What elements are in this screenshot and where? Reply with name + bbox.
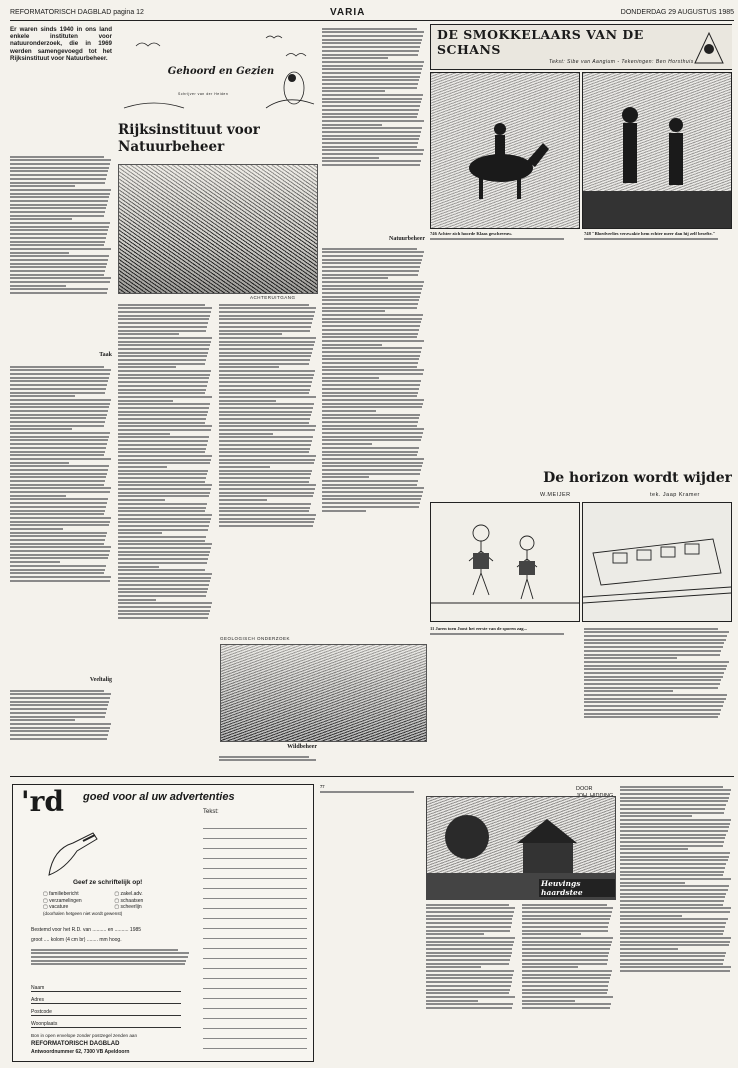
ad-bullet-3: ▢ vacature — [43, 904, 69, 910]
ad-bullet-note: (doorhalen hetgeen niet wordt gewenst) — [43, 910, 123, 916]
rin-column-2 — [118, 302, 213, 768]
ad-bullet-4-label: zakel.adv. — [120, 891, 143, 897]
ad-field-naam[interactable] — [31, 985, 181, 992]
rin-column-4b — [322, 246, 425, 638]
body-text-lines — [584, 628, 730, 719]
ad-field-adres[interactable] — [31, 997, 181, 1004]
subhead-natuurbeheer: Natuurbeheer — [389, 236, 425, 242]
ad-field-postcode-label: Postcode — [31, 1009, 52, 1015]
rin-column-1b — [10, 364, 112, 684]
rin-wildbeheer-block — [219, 743, 317, 753]
smokkelaars-panel-left — [430, 72, 580, 229]
smokkelaars-strip — [430, 24, 732, 464]
ad-field-woonplaats[interactable] — [31, 1021, 181, 1028]
ad-field-naam-label: Naam — [31, 985, 45, 991]
ad-bullet-5: ▢ schaatsen — [114, 897, 144, 904]
ad-bullet-2: ▢ verzamelingen — [43, 897, 82, 904]
rin-taak-block — [10, 351, 112, 361]
ad-field-woonplaats-label: Woonplaats — [31, 1021, 58, 1027]
ad-text-lines — [203, 819, 307, 1055]
serial-title: Heuvings haardstee — [539, 879, 615, 897]
serial-column-1 — [320, 784, 422, 1060]
smokkelaars-text-left-body — [430, 238, 576, 240]
ad-field-postcode[interactable] — [31, 1009, 181, 1016]
ad-geef: Geef ze schriftelijk op! — [73, 879, 143, 886]
newspaper-page — [10, 6, 734, 1062]
smokkelaars-text-right-start: 748 "Bloedverlies verzwakte hem echter meer dan hij zelf besefte." — [584, 231, 716, 236]
rin-column-3b — [219, 754, 317, 768]
horizon-text-left — [430, 626, 576, 766]
section-divider — [10, 776, 734, 777]
ad-bullet-1: ▢ familiebericht — [43, 891, 79, 897]
body-text-lines — [426, 904, 516, 1009]
ad-text-label: Tekst: — [203, 809, 219, 815]
body-text-lines — [118, 304, 213, 619]
hand-pen-icon — [43, 829, 101, 881]
smokkelaars-text-right — [584, 231, 730, 461]
rin-intro-text: Er waren sinds 1940 in ons land enkele instituten voor natuuronderzoek, die in 1969 werden samengevoegd tot het Rijksinstituut voor Natuurbeheer. — [10, 26, 112, 62]
masthead — [10, 6, 734, 21]
photo-geologisch — [220, 644, 427, 742]
ad-bullet-5-label: schaatsen — [120, 897, 144, 904]
horizon-panel-right — [582, 502, 732, 622]
serial-number: 77 — [320, 784, 325, 789]
horizon-strip — [430, 468, 732, 768]
ad-bullet-1-label: familiebericht — [49, 891, 79, 897]
ad-address1: REFORMATORISCH DAGBLAD — [31, 1041, 120, 1047]
smugglers-header-icon — [689, 27, 729, 67]
ad-bullets — [43, 891, 193, 917]
serial-illustration — [426, 796, 616, 900]
smokkelaars-text-right-body — [584, 238, 730, 240]
body-text-lines — [10, 156, 112, 294]
rin-column-1c — [10, 688, 112, 768]
body-text-lines — [219, 304, 317, 527]
train-drawing — [583, 503, 731, 621]
children-drawing — [431, 503, 579, 621]
serial-author-line1: DOOR — [576, 786, 593, 792]
body-text-lines — [620, 786, 732, 972]
masthead-paper-page: REFORMATORISCH DAGBLAD pagina 12 — [10, 9, 144, 16]
body-text-lines — [322, 28, 425, 166]
horizon-panel-left — [430, 502, 580, 622]
subhead-wildbeheer: Wildbeheer — [287, 744, 317, 750]
photo-achteruitgang — [118, 164, 318, 294]
smokkelaars-byline: Tekst: Sibe van Aangium - Tekeningen: Ben Horsthuis — [549, 59, 694, 65]
rin-veeltalig-block — [10, 676, 112, 686]
ad-logo: 'rd — [21, 785, 64, 818]
horizon-text-left-body — [430, 633, 576, 635]
subhead-veeltalig: Veeltalig — [89, 677, 112, 683]
rin-intro — [10, 26, 112, 151]
photo2-caption: GEOLOGISCH ONDERZOEK — [220, 636, 291, 641]
ad-coupon — [12, 784, 314, 1062]
ad-bullet-6-label: scheerlijn — [120, 904, 142, 910]
ad-footer-note: Bon in open envelope zonder postzegel zenden aan — [31, 1033, 137, 1038]
ad-bullet-4: ▢ zakel.adv. — [114, 891, 143, 897]
body-text-lines — [31, 949, 191, 966]
body-text-lines — [10, 690, 112, 740]
ad-bullet-6: ▢ scheerlijn — [114, 904, 142, 910]
smokkelaars-text-left — [430, 231, 576, 461]
serial-column-4 — [620, 784, 732, 1060]
horizon-text-intro: 11 Jaren toen Joost het eerste van de sporen zag... — [430, 626, 528, 631]
body-text-lines — [430, 238, 576, 240]
ad-form-line2: groot .... kolom (4 cm br) ........ mm hoog. — [31, 937, 122, 943]
horizon-author: W.MEIJER — [540, 492, 571, 498]
serial-column-1-body — [320, 791, 422, 793]
series-logo-title: Gehoord en Gezien — [167, 66, 275, 77]
ad-bullet-3-label: vacature — [49, 904, 69, 910]
ad-field-adres-label: Adres — [31, 997, 45, 1003]
smokkelaars-panel-right — [582, 72, 732, 229]
rin-column-4 — [322, 26, 425, 234]
horse-rider-drawing — [431, 73, 579, 228]
smokkelaars-title: DE SMOKKELAARS VAN DE SCHANS — [437, 27, 644, 57]
ad-address2: Antwoordnummer 62, 7300 VB Apeldoorn — [31, 1049, 130, 1055]
smokkelaars-text-left-start: 746 Achter zich hoorde Klaas geschreeuw. — [430, 231, 513, 236]
horizon-title: De horizon wordt wijder — [543, 470, 732, 486]
series-logo-byline: Schrijver van der Heiden — [178, 92, 229, 96]
rin-headline: Rijksinstituut voor Natuurbeheer — [118, 122, 260, 155]
rin-column-3 — [219, 302, 317, 632]
ad-bullet-2-label: verzamelingen — [49, 897, 82, 904]
masthead-date: DONDERDAG 29 AUGUSTUS 1985 — [620, 9, 734, 16]
body-text-lines — [219, 756, 317, 762]
body-text-lines — [430, 633, 576, 635]
series-logo-box — [116, 26, 318, 118]
rin-column-1 — [10, 154, 112, 364]
body-text-lines — [522, 904, 614, 1009]
horizon-text-right — [584, 626, 730, 766]
horizon-illustrator: tek. Jaap Kramer — [650, 492, 700, 498]
smokkelaars-header — [430, 24, 732, 70]
ad-small-print — [31, 947, 191, 979]
serial-column-3 — [522, 902, 614, 1060]
rin-natuurbeheer-block — [322, 235, 425, 245]
serial-column-2 — [426, 902, 516, 1060]
masthead-section: VARIA — [330, 7, 366, 18]
two-figures-drawing — [583, 73, 731, 228]
body-text-lines — [584, 238, 730, 240]
ad-headline: goed voor al uw advertenties — [83, 791, 235, 803]
body-text-lines — [322, 248, 425, 512]
subhead-taak: Taak — [99, 352, 112, 358]
body-text-lines — [10, 366, 112, 582]
photo1-caption: ACHTERUITGANG — [250, 295, 296, 300]
body-text-lines — [320, 791, 422, 793]
ad-form-line1: Bestemd voor het R.D. van .......... en .......... 1985 — [31, 927, 142, 933]
